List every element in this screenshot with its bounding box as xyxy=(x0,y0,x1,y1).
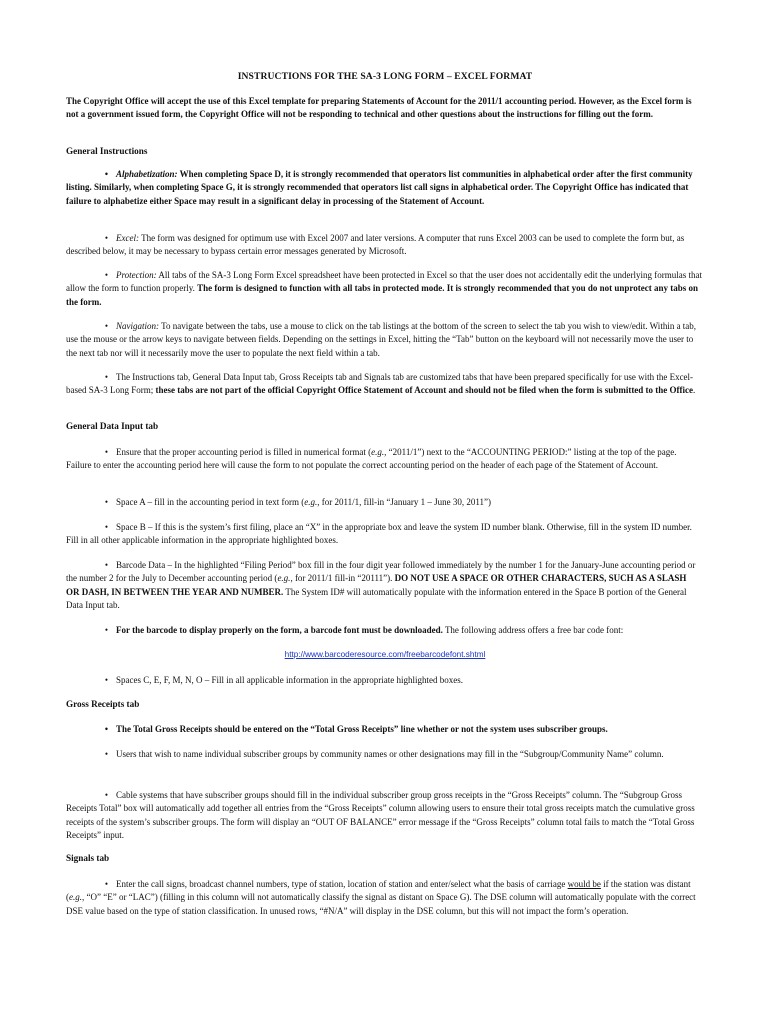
bullet-subgroup-receipts xyxy=(66,789,702,843)
custom-tabs-text: The Instructions tab, General Data Input tab, Gross Receipts tab and Signals tab are customized tabs that have been prepared specifically for use with the Excel-based SA-3 Long Form; xyxy=(66,372,694,396)
protection-bold-text: The form is designed to function with all tabs in protected mode. It is strongly recommended that you do not unprotect any tabs on the form. xyxy=(66,283,698,307)
alphabetization-text: When completing Space D, it is strongly recommended that operators list communities in alphabetical order after the first community listing. Similarly, when completing Space G, it is strongly recommended that operators list call signs in alphabetical order. The Copyright Office has indicated that failure to alphabetize either Space may result in a significant delay in processing of the Statement of Account. xyxy=(66,169,693,206)
bullet-glyph: • xyxy=(104,447,108,457)
heading-gross-receipts: Gross Receipts tab xyxy=(66,699,140,709)
bullet-glyph: • xyxy=(104,497,108,507)
heading-general-instructions: General Instructions xyxy=(66,146,148,156)
space-a-text-a: Space A – fill in the accounting period in text form ( xyxy=(116,497,305,507)
bullet-glyph: • xyxy=(104,169,108,179)
accounting-period-text-b: , “2011/1”) next to the “ACCOUNTING PERIOD:” listing at the top of the page. Failure to enter the accounting period here will cause the form to not populate the correct accounting period on the header of each page of the Statement of Account. xyxy=(66,447,677,471)
accounting-period-text-a: Ensure that the proper accounting period is filled in numerical format ( xyxy=(116,447,372,457)
bullet-glyph: • xyxy=(104,233,108,243)
excel-label: Excel: xyxy=(116,233,139,243)
barcode-font-text: The following address offers a free bar code font: xyxy=(444,625,624,635)
space-a-text-b: , for 2011/1, fill-in “January 1 – June 30, 2011”) xyxy=(317,497,492,507)
bullet-custom-tabs xyxy=(66,371,702,398)
bullet-space-a xyxy=(66,496,702,509)
bullet-spaces-cefmno xyxy=(66,674,702,687)
bullet-glyph: • xyxy=(104,270,108,280)
bullet-glyph: • xyxy=(104,749,108,759)
bullet-protection xyxy=(66,269,702,309)
eg-abbrev: e.g. xyxy=(69,892,82,903)
protection-text: All tabs of the SA-3 Long Form Excel spreadsheet have been protected in Excel so that the user does not accidentally edit the underlying formulas that allow the form to function properly. xyxy=(66,270,703,294)
space-b-text: Space B – If this is the system’s first filing, place an “X” in the appropriate box and leave the system ID number blank. Otherwise, fill in the system ID number. Fill in all other applicable information in the appropriate highlighted boxes. xyxy=(66,522,692,546)
call-signs-text-b: if the station was distant ( xyxy=(66,879,691,903)
heading-signals: Signals tab xyxy=(66,853,110,863)
bullet-call-signs xyxy=(66,878,702,918)
barcode-text-c: The System ID# will automatically populate with the information entered in the Space B portion of the General Data Input tab. xyxy=(66,586,687,611)
bullet-glyph: • xyxy=(104,879,108,889)
bullet-alphabetization xyxy=(66,168,702,208)
subgroup-receipts-text: Cable systems that have subscriber groups should fill in the individual subscriber group gross receipts in the “Gross Receipts” column. The “Subgroup Gross Receipts Total” box will automatically add together all entries from the “Gross Receipts” column allowing users to ensure their total gross receipts match the cumulative gross receipts of the system’s subscriber groups. The form will display an “OUT OF BALANCE” error message if the “Gross Receipts” column total fails to match the “Total Gross Receipts” input. xyxy=(66,790,695,841)
bullet-glyph: • xyxy=(104,790,108,800)
total-gross-receipts-text: The Total Gross Receipts should be entered on the “Total Gross Receipts” line whether or not the system uses subscriber groups. xyxy=(116,724,608,734)
bullet-total-gross-receipts xyxy=(66,723,702,736)
custom-tabs-bold-text: these tabs are not part of the official Copyright Office Statement of Account and should not be filed when the form is submitted to the Office xyxy=(155,385,694,396)
bullet-glyph: • xyxy=(104,625,108,635)
excel-text: The form was designed for optimum use with Excel 2007 and later versions. A computer that runs Excel 2003 can be used to complete the form but, as described below, it may be necessary to bypass certain error messages generated by Microsoft. xyxy=(66,233,685,257)
call-signs-text-a: Enter the call signs, broadcast channel numbers, type of station, location of station and enter/select what the basis of carriage xyxy=(116,879,566,889)
bullet-glyph: • xyxy=(104,724,108,734)
call-signs-text-c: , “O” “E” or “LAC”) (filling in this column will not automatically classify the signal as distant on Space G). The DSE column will automatically populate with the correct DSE value based on the type of station classification. In unused rows, “#N/A” will display in the DSE column, but this will not impact the form’s operation. xyxy=(66,892,696,916)
bullet-glyph: • xyxy=(104,560,108,570)
bullet-subgroup-names xyxy=(66,748,702,761)
eg-abbrev: e.g. xyxy=(371,447,385,457)
barcode-font-link[interactable]: http://www.barcoderesource.com/freebarcodefont.shtml xyxy=(284,650,486,659)
bullet-accounting-period xyxy=(66,446,702,473)
spaces-cefmno-text: Spaces C, E, F, M, N, O – Fill in all applicable information in the appropriate highlighted boxes. xyxy=(116,675,463,685)
barcode-text-a: Barcode Data – In the highlighted “Filing Period” box fill in the four digit year followed immediately by the number 1 for the January-June accounting period or the number 2 for the July to December accounting period ( xyxy=(66,560,696,584)
navigation-text: To navigate between the tabs, use a mouse to click on the tab listings at the bottom of the screen to select the tab you wish to view/edit. Within a tab, use the mouse or the arrow keys to navigate between fields. Depending on the settings in Excel, hitting the “Tab” button on the keyboard will not necessarily move the user to the next tab nor will it necessarily move the user to populate the next field within a tab. xyxy=(66,321,697,358)
eg-abbrev: e.g. xyxy=(304,497,318,507)
barcode-font-bold: For the barcode to display properly on the form, a barcode font must be downloaded. xyxy=(116,625,443,635)
barcode-warning: DO NOT USE A SPACE OR OTHER CHARACTERS, SUCH AS A SLASH OR DASH, IN BETWEEN THE YEAR AND NUMBER. xyxy=(66,573,687,597)
page-title: INSTRUCTIONS FOR THE SA-3 LONG FORM – EXCEL FORMAT xyxy=(237,71,533,82)
bullet-glyph: • xyxy=(104,321,108,331)
bullet-glyph: • xyxy=(104,372,108,382)
protection-label: Protection: xyxy=(116,270,157,280)
custom-tabs-end: . xyxy=(693,385,696,396)
bullet-glyph: • xyxy=(104,675,108,685)
bullet-navigation xyxy=(66,320,702,360)
navigation-label: Navigation: xyxy=(116,321,159,331)
heading-general-data-input: General Data Input tab xyxy=(66,421,159,431)
bullet-excel xyxy=(66,232,702,259)
bullet-glyph: • xyxy=(104,522,108,532)
subgroup-names-text: Users that wish to name individual subscriber groups by community names or other designations may fill in the “Subgroup/Community Name” column. xyxy=(116,749,664,759)
intro-paragraph: The Copyright Office will accept the use of this Excel template for preparing Statements of Account for the 2011/1 accounting period. However, as the Excel form is not a government issued form, the Copyright Office will not be responding to technical and other questions about the instructions for filling out the form. xyxy=(66,96,692,120)
call-signs-underlined: would be xyxy=(567,879,601,889)
bullet-barcode-data xyxy=(66,559,702,613)
bullet-space-b xyxy=(66,521,702,548)
alphabetization-label: Alphabetization: xyxy=(116,169,178,179)
barcode-text-b: , for 2011/1 fill-in “20111”). xyxy=(290,573,393,584)
bullet-barcode-font xyxy=(66,624,702,637)
eg-abbrev: e.g. xyxy=(277,573,291,584)
